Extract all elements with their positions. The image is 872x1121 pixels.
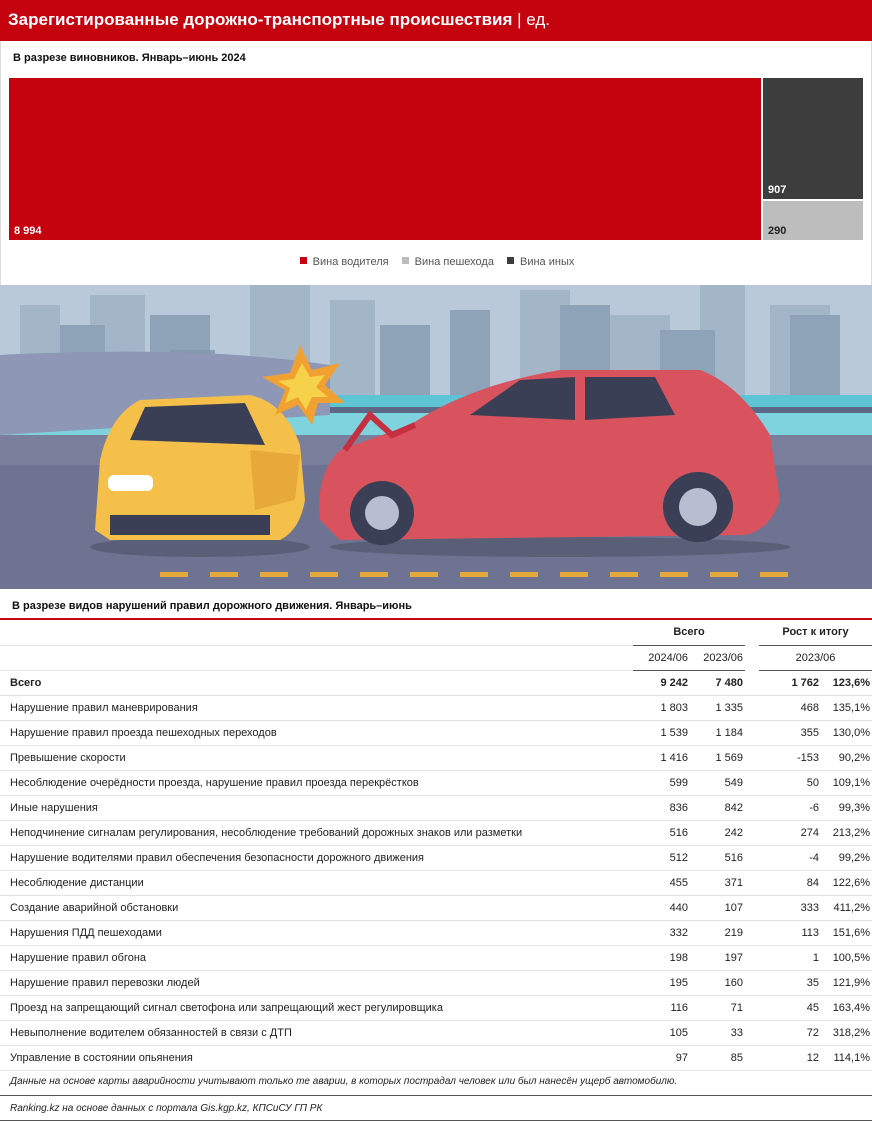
row-pct: 122,6% <box>819 870 872 895</box>
row-spacer <box>745 920 759 945</box>
row-pct: 151,6% <box>819 920 872 945</box>
row-pct: 411,2% <box>819 895 872 920</box>
legend-swatch-others <box>507 257 514 264</box>
table-row <box>0 995 872 1020</box>
table-row <box>0 870 872 895</box>
row-value-2024: 1 803 <box>633 695 688 720</box>
treemap-label-pedestrian: 290 <box>768 225 787 237</box>
row-diff: 468 <box>759 695 819 720</box>
row-value-2024: 440 <box>633 895 688 920</box>
row-value-2023: 549 <box>688 770 745 795</box>
page-title-text: Зарегистированные дорожно-транспортные происшествия <box>8 10 513 29</box>
row-pct: 318,2% <box>819 1020 872 1045</box>
treemap-cell-others[interactable] <box>763 78 863 199</box>
column-header-growth: 2023/06 <box>759 645 872 670</box>
row-name: Несоблюдение очерёдности проезда, нарушение правил проезда перекрёстков <box>0 770 633 795</box>
table-title: В разрезе видов нарушений правил дорожного движения. Январь–июнь <box>12 600 412 612</box>
column-header-2023: 2023/06 <box>688 645 745 670</box>
legend-label-others: Вина иных <box>520 256 575 268</box>
row-spacer <box>745 820 759 845</box>
table-row <box>0 920 872 945</box>
row-value-2024: 836 <box>633 795 688 820</box>
row-pct: 121,9% <box>819 970 872 995</box>
violations-table <box>0 620 872 1071</box>
row-value-2024: 97 <box>633 1045 688 1070</box>
table-total-row <box>0 670 872 695</box>
table-row <box>0 820 872 845</box>
row-name: Нарушение правил проезда пешеходных переходов <box>0 720 633 745</box>
row-diff: 274 <box>759 820 819 845</box>
row-name: Неподчинение сигналам регулирования, несоблюдение требований дорожных знаков или разметки <box>0 820 633 845</box>
legend-label-pedestrian: Вина пешехода <box>414 256 494 268</box>
row-pct: 109,1% <box>819 770 872 795</box>
table-body <box>0 670 872 1070</box>
row-diff: 113 <box>759 920 819 945</box>
row-name: Превышение скорости <box>0 745 633 770</box>
row-value-2024: 105 <box>633 1020 688 1045</box>
footnote-rule <box>0 1095 872 1096</box>
header-spacer <box>745 620 759 645</box>
source-note: Ranking.kz на основе данных с портала Gis.kgp.kz, КПСиСУ ГП РК <box>10 1103 323 1114</box>
row-diff: -153 <box>759 745 819 770</box>
row-value-2023: 219 <box>688 920 745 945</box>
row-name: Иные нарушения <box>0 795 633 820</box>
row-pct: 114,1% <box>819 1045 872 1070</box>
table-row <box>0 945 872 970</box>
group-header-growth: Рост к итогу <box>759 620 872 645</box>
row-name: Невыполнение водителем обязанностей в связи с ДТП <box>0 1020 633 1045</box>
row-spacer <box>745 670 759 695</box>
chart-title: В разрезе виновников. Январь–июнь 2024 <box>13 52 246 64</box>
row-spacer <box>745 770 759 795</box>
table-row <box>0 970 872 995</box>
legend-item-pedestrian[interactable] <box>402 256 494 268</box>
row-diff: 45 <box>759 995 819 1020</box>
header-bar <box>0 0 872 41</box>
row-pct: 100,5% <box>819 945 872 970</box>
row-pct: 130,0% <box>819 720 872 745</box>
footnote: Данные на основе карты аварийности учитывают только те аварии, в которых пострадал человек или был нанесён ущерб автомобилю. <box>10 1076 678 1087</box>
row-diff: 50 <box>759 770 819 795</box>
row-name: Нарушение правил маневрирования <box>0 695 633 720</box>
row-spacer <box>745 970 759 995</box>
row-name: Нарушения ПДД пешеходами <box>0 920 633 945</box>
row-diff: 355 <box>759 720 819 745</box>
table-row <box>0 895 872 920</box>
row-value-2024: 1 416 <box>633 745 688 770</box>
illustration-svg <box>0 285 872 589</box>
row-spacer <box>745 895 759 920</box>
treemap-panel <box>0 41 872 285</box>
treemap-cell-driver[interactable] <box>9 78 761 240</box>
row-diff: 35 <box>759 970 819 995</box>
row-spacer <box>745 845 759 870</box>
legend-item-driver[interactable] <box>300 256 389 268</box>
row-spacer <box>745 1020 759 1045</box>
row-value-2024: 198 <box>633 945 688 970</box>
table-row <box>0 695 872 720</box>
title-separator: | <box>517 10 522 29</box>
row-value-2023: 33 <box>688 1020 745 1045</box>
row-value-2023: 107 <box>688 895 745 920</box>
row-spacer <box>745 795 759 820</box>
table-row <box>0 845 872 870</box>
row-value-2023: 7 480 <box>688 670 745 695</box>
row-value-2024: 599 <box>633 770 688 795</box>
row-spacer <box>745 995 759 1020</box>
table-row <box>0 1045 872 1070</box>
row-value-2024: 332 <box>633 920 688 945</box>
row-value-2024: 455 <box>633 870 688 895</box>
table-column-header-row <box>0 645 872 670</box>
header-blank <box>0 620 633 645</box>
table-row <box>0 770 872 795</box>
row-name: Создание аварийной обстановки <box>0 895 633 920</box>
treemap-label-others: 907 <box>768 184 787 196</box>
row-name: Нарушение правил перевозки людей <box>0 970 633 995</box>
treemap-chart <box>1 41 872 285</box>
table-row <box>0 720 872 745</box>
row-diff: -6 <box>759 795 819 820</box>
row-name: Всего <box>0 670 633 695</box>
row-value-2023: 1 184 <box>688 720 745 745</box>
row-value-2023: 842 <box>688 795 745 820</box>
treemap-label-driver: 8 994 <box>14 225 42 237</box>
row-value-2023: 242 <box>688 820 745 845</box>
row-value-2024: 516 <box>633 820 688 845</box>
row-spacer <box>745 720 759 745</box>
row-spacer <box>745 695 759 720</box>
row-diff: 333 <box>759 895 819 920</box>
column-header-2024: 2024/06 <box>633 645 688 670</box>
row-name: Несоблюдение дистанции <box>0 870 633 895</box>
legend-swatch-driver <box>300 257 307 264</box>
row-diff: 1 <box>759 945 819 970</box>
table-row <box>0 745 872 770</box>
row-value-2023: 197 <box>688 945 745 970</box>
row-diff: 72 <box>759 1020 819 1045</box>
row-spacer <box>745 945 759 970</box>
row-value-2023: 85 <box>688 1045 745 1070</box>
row-value-2024: 9 242 <box>633 670 688 695</box>
row-pct: 123,6% <box>819 670 872 695</box>
chart-legend <box>1 256 872 268</box>
row-pct: 99,3% <box>819 795 872 820</box>
row-spacer <box>745 745 759 770</box>
header-blank <box>0 645 633 670</box>
row-diff: -4 <box>759 845 819 870</box>
row-name: Нарушение водителями правил обеспечения безопасности дорожного движения <box>0 845 633 870</box>
row-spacer <box>745 870 759 895</box>
row-pct: 213,2% <box>819 820 872 845</box>
table-row <box>0 1020 872 1045</box>
legend-swatch-pedestrian <box>402 257 409 264</box>
title-unit: ед. <box>526 10 551 29</box>
row-pct: 135,1% <box>819 695 872 720</box>
row-value-2024: 1 539 <box>633 720 688 745</box>
row-value-2023: 160 <box>688 970 745 995</box>
row-pct: 163,4% <box>819 995 872 1020</box>
row-value-2023: 516 <box>688 845 745 870</box>
row-name: Нарушение правил обгона <box>0 945 633 970</box>
car-crash-illustration <box>0 285 872 589</box>
row-pct: 90,2% <box>819 745 872 770</box>
yellow-car-icon <box>90 395 310 557</box>
group-header-total: Всего <box>633 620 745 645</box>
row-diff: 1 762 <box>759 670 819 695</box>
page-title <box>8 10 550 30</box>
row-diff: 84 <box>759 870 819 895</box>
legend-item-others[interactable] <box>507 256 574 268</box>
row-value-2024: 116 <box>633 995 688 1020</box>
row-diff: 12 <box>759 1045 819 1070</box>
row-value-2024: 195 <box>633 970 688 995</box>
row-value-2023: 1 335 <box>688 695 745 720</box>
row-value-2024: 512 <box>633 845 688 870</box>
row-value-2023: 1 569 <box>688 745 745 770</box>
table-group-header-row <box>0 620 872 645</box>
row-spacer <box>745 1045 759 1070</box>
header-spacer <box>745 645 759 670</box>
row-pct: 99,2% <box>819 845 872 870</box>
row-value-2023: 371 <box>688 870 745 895</box>
row-name: Проезд на запрещающий сигнал светофона или запрещающий жест регулировщика <box>0 995 633 1020</box>
row-name: Управление в состоянии опьянения <box>0 1045 633 1070</box>
table-row <box>0 795 872 820</box>
row-value-2023: 71 <box>688 995 745 1020</box>
legend-label-driver: Вина водителя <box>312 256 389 268</box>
